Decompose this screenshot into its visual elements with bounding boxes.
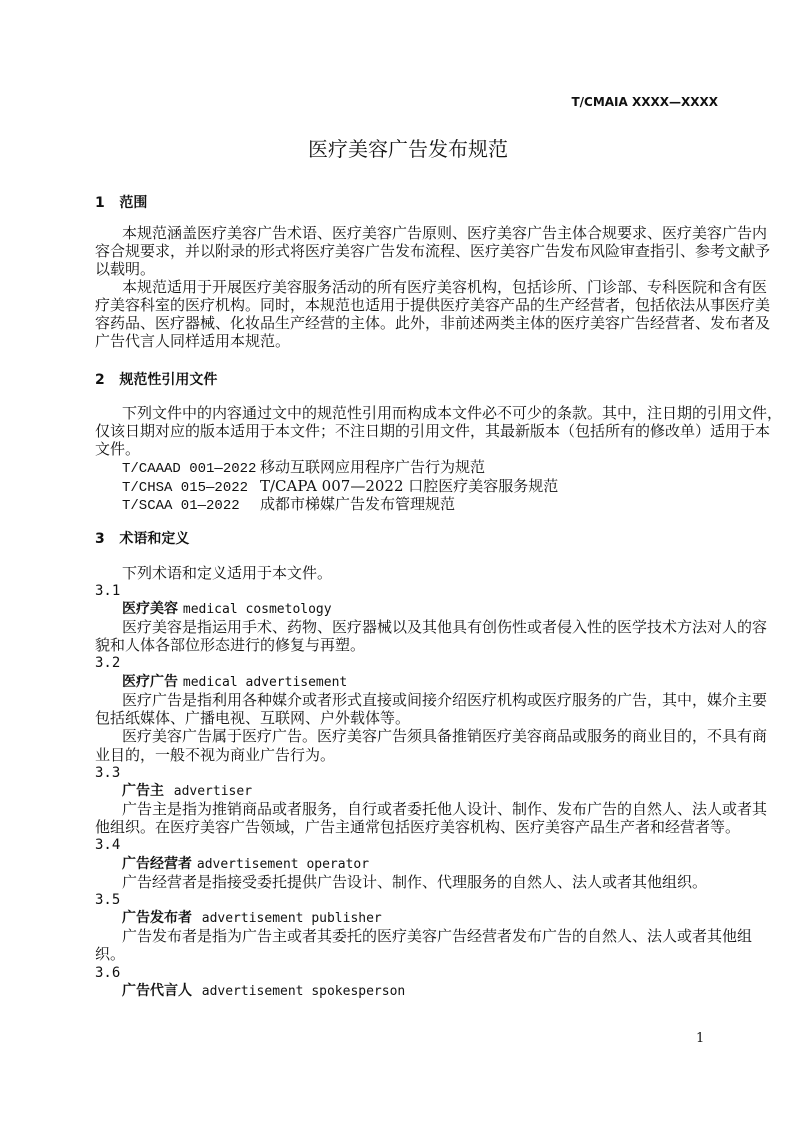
section-number: 3 — [95, 531, 105, 547]
paragraph-line: 以载明。 — [95, 260, 156, 278]
reference-title: T/CAPA 007—2022 口腔医疗美容服务规范 — [260, 477, 559, 495]
term-number: 3.1 — [95, 583, 121, 599]
reference-title: 成都市梯媒广告发布管理规范 — [260, 495, 456, 513]
section-title: 范围 — [119, 195, 148, 211]
term-heading — [122, 909, 382, 927]
paragraph-line: 他组织。在医疗美容广告领域，广告主通常包括医疗美容机构、医疗美容产品生产者和经营者等。 — [95, 818, 741, 836]
section-heading-2 — [95, 371, 217, 389]
term-number: 3.4 — [95, 837, 121, 853]
paragraph-line: 医疗广告是指利用各种媒介或者形式直接或间接介绍医疗机构或医疗服务的广告，其中，媒介主要 — [122, 691, 768, 709]
section-title: 术语和定义 — [119, 531, 190, 547]
paragraph-line: 医疗美容广告属于医疗广告。医疗美容广告须具备推销医疗美容商品或服务的商业目的，不具有商 — [122, 727, 768, 745]
paragraph-line: 业目的，一般不视为商业广告行为。 — [95, 746, 336, 764]
paragraph-line: 容药品、医疗器械、化妆品生产经营的主体。此外，非前述两类主体的医疗美容广告经营者、发布者及 — [95, 314, 771, 332]
term-heading — [122, 782, 252, 800]
paragraph-line: 本规范涵盖医疗美容广告术语、医疗美容广告原则、医疗美容广告主体合规要求、医疗美容广告内 — [122, 224, 768, 242]
term-zh: 医疗广告 — [122, 674, 178, 690]
term-en: advertisement operator — [196, 857, 370, 872]
reference-item — [122, 458, 485, 476]
paragraph-line: 文件。 — [95, 440, 141, 458]
term-zh: 广告代言人 — [122, 983, 192, 999]
section-title: 规范性引用文件 — [119, 372, 218, 388]
paragraph-line: 容合规要求，并以附录的形式将医疗美容广告发布流程、医疗美容广告发布风险审查指引、参考文献予 — [95, 242, 771, 260]
paragraph-line: 仅该日期对应的版本适用于本文件；不注日期的引用文件，其最新版本（包括所有的修改单）适用于本 — [95, 422, 771, 440]
document-code: T/CMAIA XXXX—XXXX — [571, 95, 718, 109]
paragraph-line: 广告代言人同样适用本规范。 — [95, 332, 291, 350]
term-heading — [122, 673, 347, 691]
term-zh: 广告经营者 — [122, 856, 192, 872]
paragraph-line: 本规范适用于开展医疗美容服务活动的所有医疗美容机构，包括诊所、门诊部、专科医院和含有医 — [122, 278, 768, 296]
reference-code: T/SCAA 01—2022 — [122, 498, 240, 514]
paragraph-line: 织。 — [95, 945, 126, 963]
reference-code: T/CAAAD 001—2022 — [122, 461, 257, 477]
paragraph-line: 下列术语和定义适用于本文件。 — [122, 564, 333, 582]
term-number: 3.6 — [95, 965, 121, 981]
section-number: 2 — [95, 372, 105, 388]
reference-title: 移动互联网应用程序广告行为规范 — [260, 458, 486, 476]
term-number: 3.5 — [95, 892, 121, 908]
document-title: 医疗美容广告发布规范 — [308, 137, 508, 161]
reference-item — [122, 495, 455, 513]
term-en: advertisement publisher — [201, 911, 382, 926]
term-number: 3.2 — [95, 655, 121, 671]
reference-code: T/CHSA 015—2022 — [122, 480, 249, 496]
term-heading — [122, 855, 369, 873]
term-en: advertisement spokesperson — [201, 984, 406, 999]
paragraph-line: 广告发布者是指为广告主或者其委托的医疗美容广告经营者发布广告的自然人、法人或者其他组 — [122, 927, 753, 945]
term-zh: 医疗美容 — [122, 601, 178, 617]
paragraph-line: 下列文件中的内容通过文中的规范性引用而构成本文件必不可少的条款。其中，注日期的引用文件， — [122, 404, 783, 422]
term-en: medical advertisement — [182, 675, 348, 690]
paragraph-line: 疗美容科室的医疗机构。同时，本规范也适用于提供医疗美容产品的生产经营者，包括依法从事医疗美 — [95, 296, 771, 314]
reference-item — [122, 477, 558, 495]
page-number: 1 — [696, 1031, 705, 1046]
term-zh: 广告主 — [122, 783, 164, 799]
section-heading-1 — [95, 194, 147, 212]
paragraph-line: 医疗美容是指运用手术、药物、医疗器械以及其他具有创伤性或者侵入性的医学技术方法对人的容 — [122, 618, 768, 636]
term-en: advertiser — [173, 784, 253, 799]
term-zh: 广告发布者 — [122, 910, 192, 926]
paragraph-line: 广告主是指为推销商品或者服务，自行或者委托他人设计、制作、发布广告的自然人、法人或者其 — [122, 800, 768, 818]
paragraph-line: 包括纸媒体、广播电视、互联网、户外载体等。 — [95, 709, 411, 727]
term-heading — [122, 600, 332, 618]
section-heading-3 — [95, 530, 189, 548]
section-number: 1 — [95, 195, 105, 211]
paragraph-line: 貌和人体各部位形态进行的修复与再塑。 — [95, 636, 366, 654]
term-heading — [122, 982, 405, 1000]
paragraph-line: 广告经营者是指接受委托提供广告设计、制作、代理服务的自然人、法人或者其他组织。 — [122, 873, 708, 891]
term-en: medical cosmetology — [182, 602, 332, 617]
term-number: 3.3 — [95, 765, 121, 781]
